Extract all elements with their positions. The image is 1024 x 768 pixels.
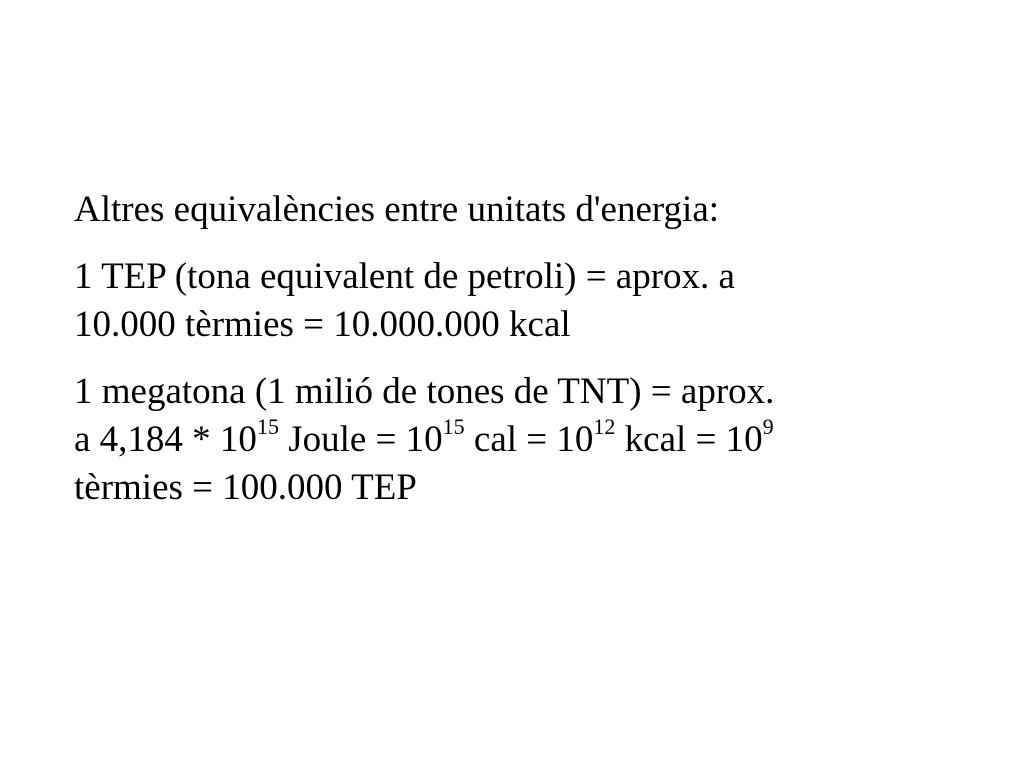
- slide-content: [74, 186, 974, 512]
- exponent-termies: 9: [762, 413, 774, 439]
- megatona-line-2-part-d: kcal = 10: [615, 419, 763, 460]
- heading-paragraph: [74, 186, 974, 234]
- tep-paragraph: [74, 253, 974, 349]
- megatona-line-2-part-b: Joule = 10: [278, 419, 443, 460]
- megatona-paragraph: [74, 368, 974, 512]
- megatona-line-2-part-a: a 4,184 * 10: [74, 419, 257, 460]
- tep-line-2: 10.000 tèrmies = 10.000.000 kcal: [74, 304, 571, 345]
- exponent-joule: 15: [256, 413, 279, 439]
- megatona-line-1: 1 megatona (1 milió de tones de TNT) = aprox.: [74, 371, 775, 412]
- exponent-kcal: 12: [593, 413, 616, 439]
- megatona-line-3: tèrmies = 100.000 TEP: [74, 467, 417, 508]
- heading-text: Altres equivalències entre unitats d'energia:: [74, 189, 720, 230]
- exponent-cal: 15: [442, 413, 465, 439]
- megatona-line-2-part-c: cal = 10: [464, 419, 594, 460]
- tep-line-1: 1 TEP (tona equivalent de petroli) = aprox. a: [74, 256, 735, 297]
